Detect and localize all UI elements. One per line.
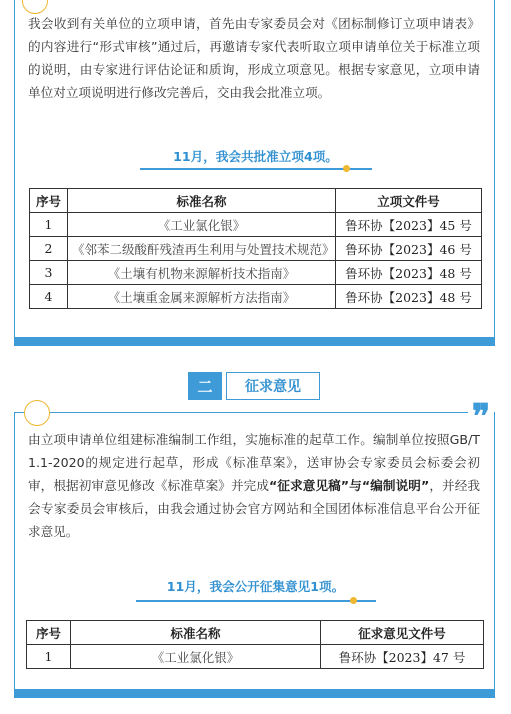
cell-name: 《工业氯化银》 (71, 645, 321, 669)
section-number: 二 (188, 372, 222, 400)
approval-paragraph: 我会收到有关单位的立项申请，首先由专家委员会对《团标制修订立项申请表》的内容进行“形式审核”通过后，再邀请专家代表听取立项申请单位关于标准立项的说明，由专家进行评估论证和质询，形成立项意见。根据专家意见，立项申请单位对立项说明进行修改完善后，交由我会批准立项。 (28, 16, 480, 100)
paragraph-emphasis: 与 (349, 478, 362, 493)
col-header-name: 标准名称 (71, 621, 321, 645)
table-header-row (30, 189, 482, 213)
paragraph-emphasis: “征求意见稿” (269, 478, 350, 493)
paragraph-text: ，并经我会专家委员会审核后，由我会通过协会官方网站和全国团体标准信息平台公开征求意见。 (28, 478, 481, 539)
cell-name: 《邻苯二级酸酐残渣再生利用与处置技术规范》 (68, 237, 336, 261)
card-bottom-bar (14, 690, 495, 698)
cell-index: 2 (30, 237, 68, 261)
summary-underline (140, 168, 372, 170)
col-header-index: 序号 (27, 621, 71, 645)
cell-index: 1 (27, 645, 71, 669)
cell-name: 《土壤重金属来源解析方法指南》 (68, 285, 336, 309)
paragraph-text: 由立项申请单位组建标准编制工作组，实施标准的起草工作。编制单位按照GB/T 1.1-2020的规定进行起草，形成《标准草案》，送审协会专家委员会标委会初审，根据初审意见修改《标准草案》并完成 (28, 432, 480, 493)
col-header-doc: 征求意见文件号 (321, 621, 484, 645)
table-header-row (27, 621, 484, 645)
table-row (30, 285, 482, 309)
table-row (27, 645, 484, 669)
table-row (30, 237, 482, 261)
col-header-index: 序号 (30, 189, 68, 213)
cell-index: 1 (30, 213, 68, 237)
approval-summary: 11月，我会共批准立项4项。 (173, 149, 338, 164)
cell-index: 3 (30, 261, 68, 285)
cell-doc: 鲁环协【2023】48 号 (336, 285, 482, 309)
col-header-name: 标准名称 (68, 189, 336, 213)
section-title: 征求意见 (226, 372, 320, 400)
paragraph-emphasis: “编制说明” (361, 478, 430, 493)
cell-doc: 鲁环协【2023】46 号 (336, 237, 482, 261)
cell-doc: 鲁环协【2023】47 号 (321, 645, 484, 669)
table-row (30, 261, 482, 285)
underline-dot (343, 165, 350, 172)
cell-index: 4 (30, 285, 68, 309)
consultation-table (26, 620, 484, 669)
summary-underline (136, 600, 376, 602)
underline-dot (350, 597, 357, 604)
approval-table (29, 188, 482, 309)
consultation-summary: 11月，我会公开征集意见1项。 (166, 579, 345, 594)
cell-doc: 鲁环协【2023】45 号 (336, 213, 482, 237)
quote-mark-icon: ❞ (468, 404, 494, 430)
col-header-doc: 立项文件号 (336, 189, 482, 213)
table-row (30, 213, 482, 237)
consultation-paragraph (28, 428, 480, 543)
cell-doc: 鲁环协【2023】48 号 (336, 261, 482, 285)
cell-name: 《工业氯化银》 (68, 213, 336, 237)
circle-ornament-icon (24, 400, 50, 426)
card-bottom-bar (14, 338, 495, 346)
cell-name: 《土壤有机物来源解析技术指南》 (68, 261, 336, 285)
